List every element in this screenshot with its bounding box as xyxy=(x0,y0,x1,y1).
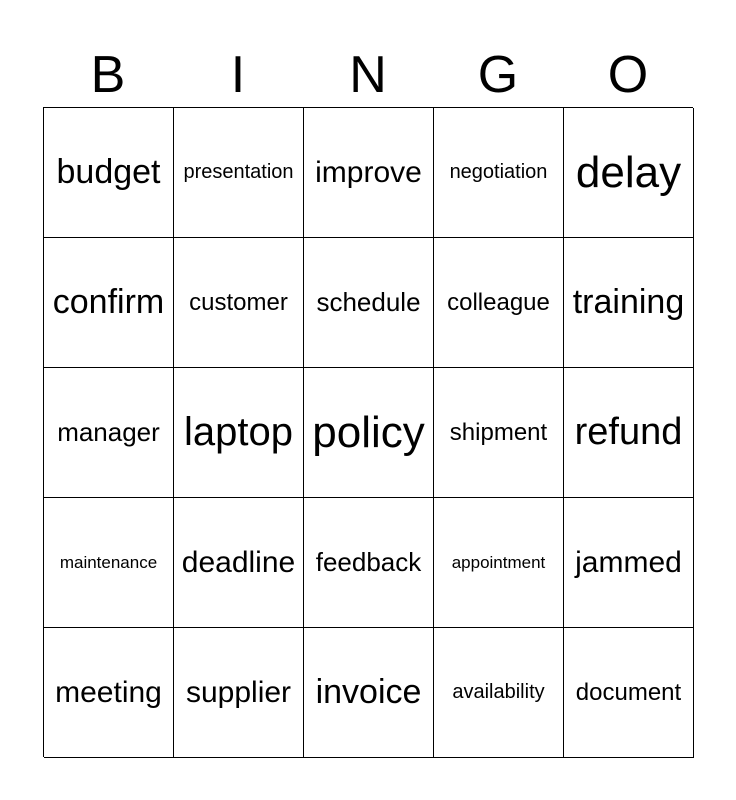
bingo-cell[interactable]: policy xyxy=(304,368,434,498)
bingo-cell[interactable]: training xyxy=(564,238,694,368)
bingo-cell[interactable]: meeting xyxy=(44,628,174,758)
header-letter-n: N xyxy=(349,46,387,104)
header-letter-o: O xyxy=(607,46,649,104)
header-letter-g: G xyxy=(477,46,519,104)
bingo-cell[interactable]: shipment xyxy=(434,368,564,498)
bingo-cell[interactable]: supplier xyxy=(174,628,304,758)
bingo-cell[interactable]: availability xyxy=(434,628,564,758)
bingo-cell[interactable]: manager xyxy=(44,368,174,498)
bingo-header xyxy=(43,44,693,106)
bingo-cell[interactable]: customer xyxy=(174,238,304,368)
bingo-cell[interactable]: feedback xyxy=(304,498,434,628)
bingo-cell[interactable]: jammed xyxy=(564,498,694,628)
bingo-cell[interactable]: budget xyxy=(44,108,174,238)
bingo-cell[interactable]: improve xyxy=(304,108,434,238)
bingo-cell[interactable]: schedule xyxy=(304,238,434,368)
header-letter-i: I xyxy=(230,46,246,104)
bingo-cell[interactable]: delay xyxy=(564,108,694,238)
bingo-cell[interactable]: refund xyxy=(564,368,694,498)
bingo-cell[interactable]: document xyxy=(564,628,694,758)
bingo-cell[interactable]: deadline xyxy=(174,498,304,628)
header-letter-b: B xyxy=(90,46,126,104)
bingo-cell[interactable]: colleague xyxy=(434,238,564,368)
bingo-cell[interactable]: appointment xyxy=(434,498,564,628)
bingo-cell[interactable]: negotiation xyxy=(434,108,564,238)
bingo-cell[interactable]: invoice xyxy=(304,628,434,758)
bingo-cell[interactable]: presentation xyxy=(174,108,304,238)
bingo-cell[interactable]: confirm xyxy=(44,238,174,368)
bingo-cell[interactable]: maintenance xyxy=(44,498,174,628)
bingo-board xyxy=(43,107,693,757)
bingo-cell[interactable]: laptop xyxy=(174,368,304,498)
